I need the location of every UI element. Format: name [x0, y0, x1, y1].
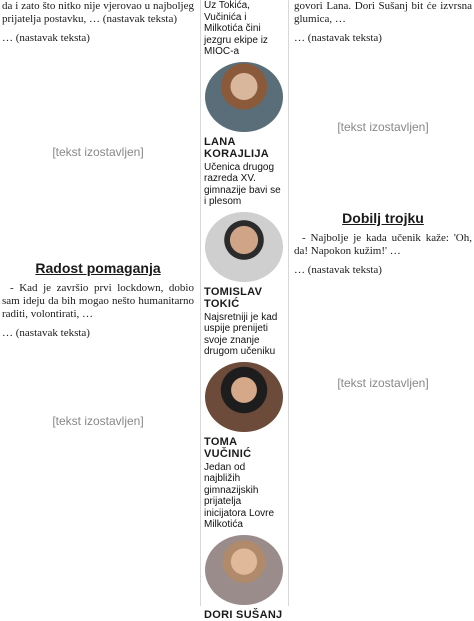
photo-toma-vucinic	[205, 362, 283, 432]
left-opening-paragraph: da i zato što nitko nije vjerovao u najboljeg prijatelja postavku, … (nastavak teksta)	[2, 0, 194, 26]
right-opening-paragraph: govori Lana. Dori Sušanj bit će izvrsna glumica, …	[294, 0, 472, 26]
omitted-text-placeholder: [tekst izostavljen]	[52, 144, 144, 159]
left-section-paragraph: - Kad je završio prvi lockdown, dobio sam ideju da bih mogao nešto humanitarno raditi, volontirati, …	[2, 281, 194, 321]
right-opening-continuation: … (nastavak teksta)	[294, 32, 382, 45]
photo-tomislav-tokic	[205, 212, 283, 282]
person-caption: Jedan od najbližih gimnazijskih prijatelja inicijatora Lovre Milkotića	[204, 461, 275, 530]
person-name: TOMA VUČINIĆ	[204, 435, 252, 460]
left-opening-continuation: … (nastavak teksta)	[2, 32, 90, 45]
right-section-paragraph: - Najbolje je kada učenik kaže: 'Oh, da! Napokon kužim!' …	[294, 231, 472, 257]
caption-top: Uz Tokića, Vučinića i Milkotića čini jezgru ekipe iz MIOC-a	[204, 0, 268, 57]
person-name: LANA KORAJLIJA	[204, 135, 270, 160]
section-heading-radost: Radost pomaganja	[35, 259, 161, 276]
omitted-text-placeholder-3: [tekst izostavljen]	[337, 119, 429, 134]
photo-dori-susanj	[205, 535, 283, 605]
section-heading-dobilj-trojku: Dobilj trojku	[342, 209, 424, 226]
person-caption: Učenica drugog razreda XV. gimnazije bavi se i plesom	[204, 161, 281, 207]
omitted-text-placeholder-4: [tekst izostavljen]	[337, 376, 429, 391]
left-column	[0, 0, 196, 606]
person-name: DORI SUŠANJ	[204, 608, 283, 621]
person-name: TOMISLAV TOKIĆ	[204, 285, 263, 310]
omitted-text-placeholder-2: [tekst izostavljen]	[52, 414, 144, 429]
photo-captions-column	[204, 0, 284, 621]
right-section-continuation: … (nastavak teksta)	[294, 264, 382, 277]
right-column	[292, 0, 474, 606]
photo-lana-korajlija	[205, 62, 283, 132]
person-caption: Najsretniji je kad uspije prenijeti svoje znanje drugom učeniku	[204, 311, 278, 357]
left-section-continuation: … (nastavak teksta)	[2, 327, 90, 340]
column-divider	[200, 0, 201, 606]
column-divider	[288, 0, 289, 606]
